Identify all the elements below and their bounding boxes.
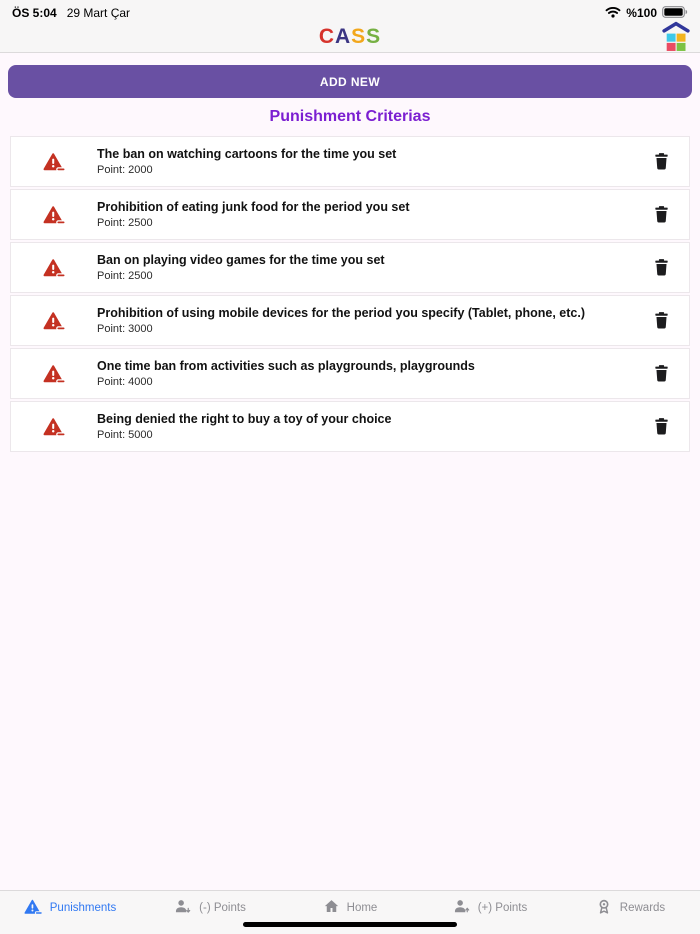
bottom-tab-bar xyxy=(0,890,700,934)
punishment-title: Prohibition of using mobile devices for the period you specify (Tablet, phone, etc.) xyxy=(97,306,586,320)
tab-rewards[interactable] xyxy=(560,891,700,925)
punishment-row xyxy=(10,295,690,346)
top-header xyxy=(0,0,700,53)
add-new-button[interactable]: ADD NEW xyxy=(8,65,692,98)
page-title: Punishment Criterias xyxy=(269,108,431,125)
tab-label: (+) Points xyxy=(477,902,528,914)
delete-button[interactable] xyxy=(633,349,689,398)
tab-home[interactable] xyxy=(280,891,420,925)
battery-percent: %100 xyxy=(626,6,657,20)
tab-punishments[interactable] xyxy=(0,891,140,925)
delete-button[interactable] xyxy=(633,137,689,186)
wifi-icon xyxy=(605,6,621,21)
punishment-title: Prohibition of eating junk food for the period you set xyxy=(97,200,410,214)
delete-button[interactable] xyxy=(633,296,689,345)
punishment-title: Ban on playing video games for the time you set xyxy=(97,253,385,267)
punishment-row xyxy=(10,136,690,187)
punishment-title: Being denied the right to buy a toy of your choice xyxy=(97,412,392,426)
tab-label: Rewards xyxy=(619,902,666,914)
punishment-points: Point: 2000 xyxy=(97,164,153,176)
home-icon xyxy=(323,898,340,918)
punishment-points: Point: 5000 xyxy=(97,429,153,441)
house-app-icon[interactable] xyxy=(661,21,691,52)
medal-icon xyxy=(595,898,613,919)
logo-letter: S xyxy=(366,25,382,48)
punishment-row xyxy=(10,348,690,399)
tab-label: Punishments xyxy=(49,902,117,914)
logo-letter: C xyxy=(318,25,335,48)
warning-minus-icon xyxy=(11,364,97,384)
tab-plus-points[interactable] xyxy=(420,891,560,925)
status-date: 29 Mart Çar xyxy=(66,6,131,20)
tab-label: Home xyxy=(346,902,378,914)
tab-minus-points[interactable] xyxy=(140,891,280,925)
delete-button[interactable] xyxy=(633,190,689,239)
punishment-points: Point: 3000 xyxy=(97,323,153,335)
trash-icon xyxy=(654,152,669,171)
warning-minus-icon xyxy=(11,311,97,331)
punishment-points: Point: 2500 xyxy=(97,217,153,229)
punishment-row xyxy=(10,189,690,240)
punishment-title: One time ban from activities such as playgrounds, playgrounds xyxy=(97,359,475,373)
battery-icon xyxy=(662,6,688,21)
punishment-points: Point: 2500 xyxy=(97,270,153,282)
punishment-row xyxy=(10,401,690,452)
person-up-icon xyxy=(453,898,471,919)
logo-letter: A xyxy=(334,25,352,48)
person-down-icon xyxy=(174,898,192,919)
logo-letter: S xyxy=(351,25,367,48)
trash-icon xyxy=(654,205,669,224)
home-indicator[interactable] xyxy=(243,922,457,927)
warning-minus-icon xyxy=(11,258,97,278)
warning-minus-icon xyxy=(11,205,97,225)
cass-logo xyxy=(319,25,381,49)
punishment-list xyxy=(10,136,690,454)
status-time: ÖS 5:04 xyxy=(12,6,57,20)
delete-button[interactable] xyxy=(633,402,689,451)
trash-icon xyxy=(654,258,669,277)
warning-minus-icon xyxy=(24,899,43,918)
trash-icon xyxy=(654,311,669,330)
status-bar xyxy=(0,3,700,23)
punishment-row xyxy=(10,242,690,293)
trash-icon xyxy=(654,364,669,383)
nav-bar xyxy=(0,22,700,52)
punishment-title: The ban on watching cartoons for the time you set xyxy=(97,147,397,161)
trash-icon xyxy=(654,417,669,436)
warning-minus-icon xyxy=(11,417,97,437)
punishment-points: Point: 4000 xyxy=(97,376,153,388)
delete-button[interactable] xyxy=(633,243,689,292)
warning-minus-icon xyxy=(11,152,97,172)
tab-label: (-) Points xyxy=(199,902,246,914)
